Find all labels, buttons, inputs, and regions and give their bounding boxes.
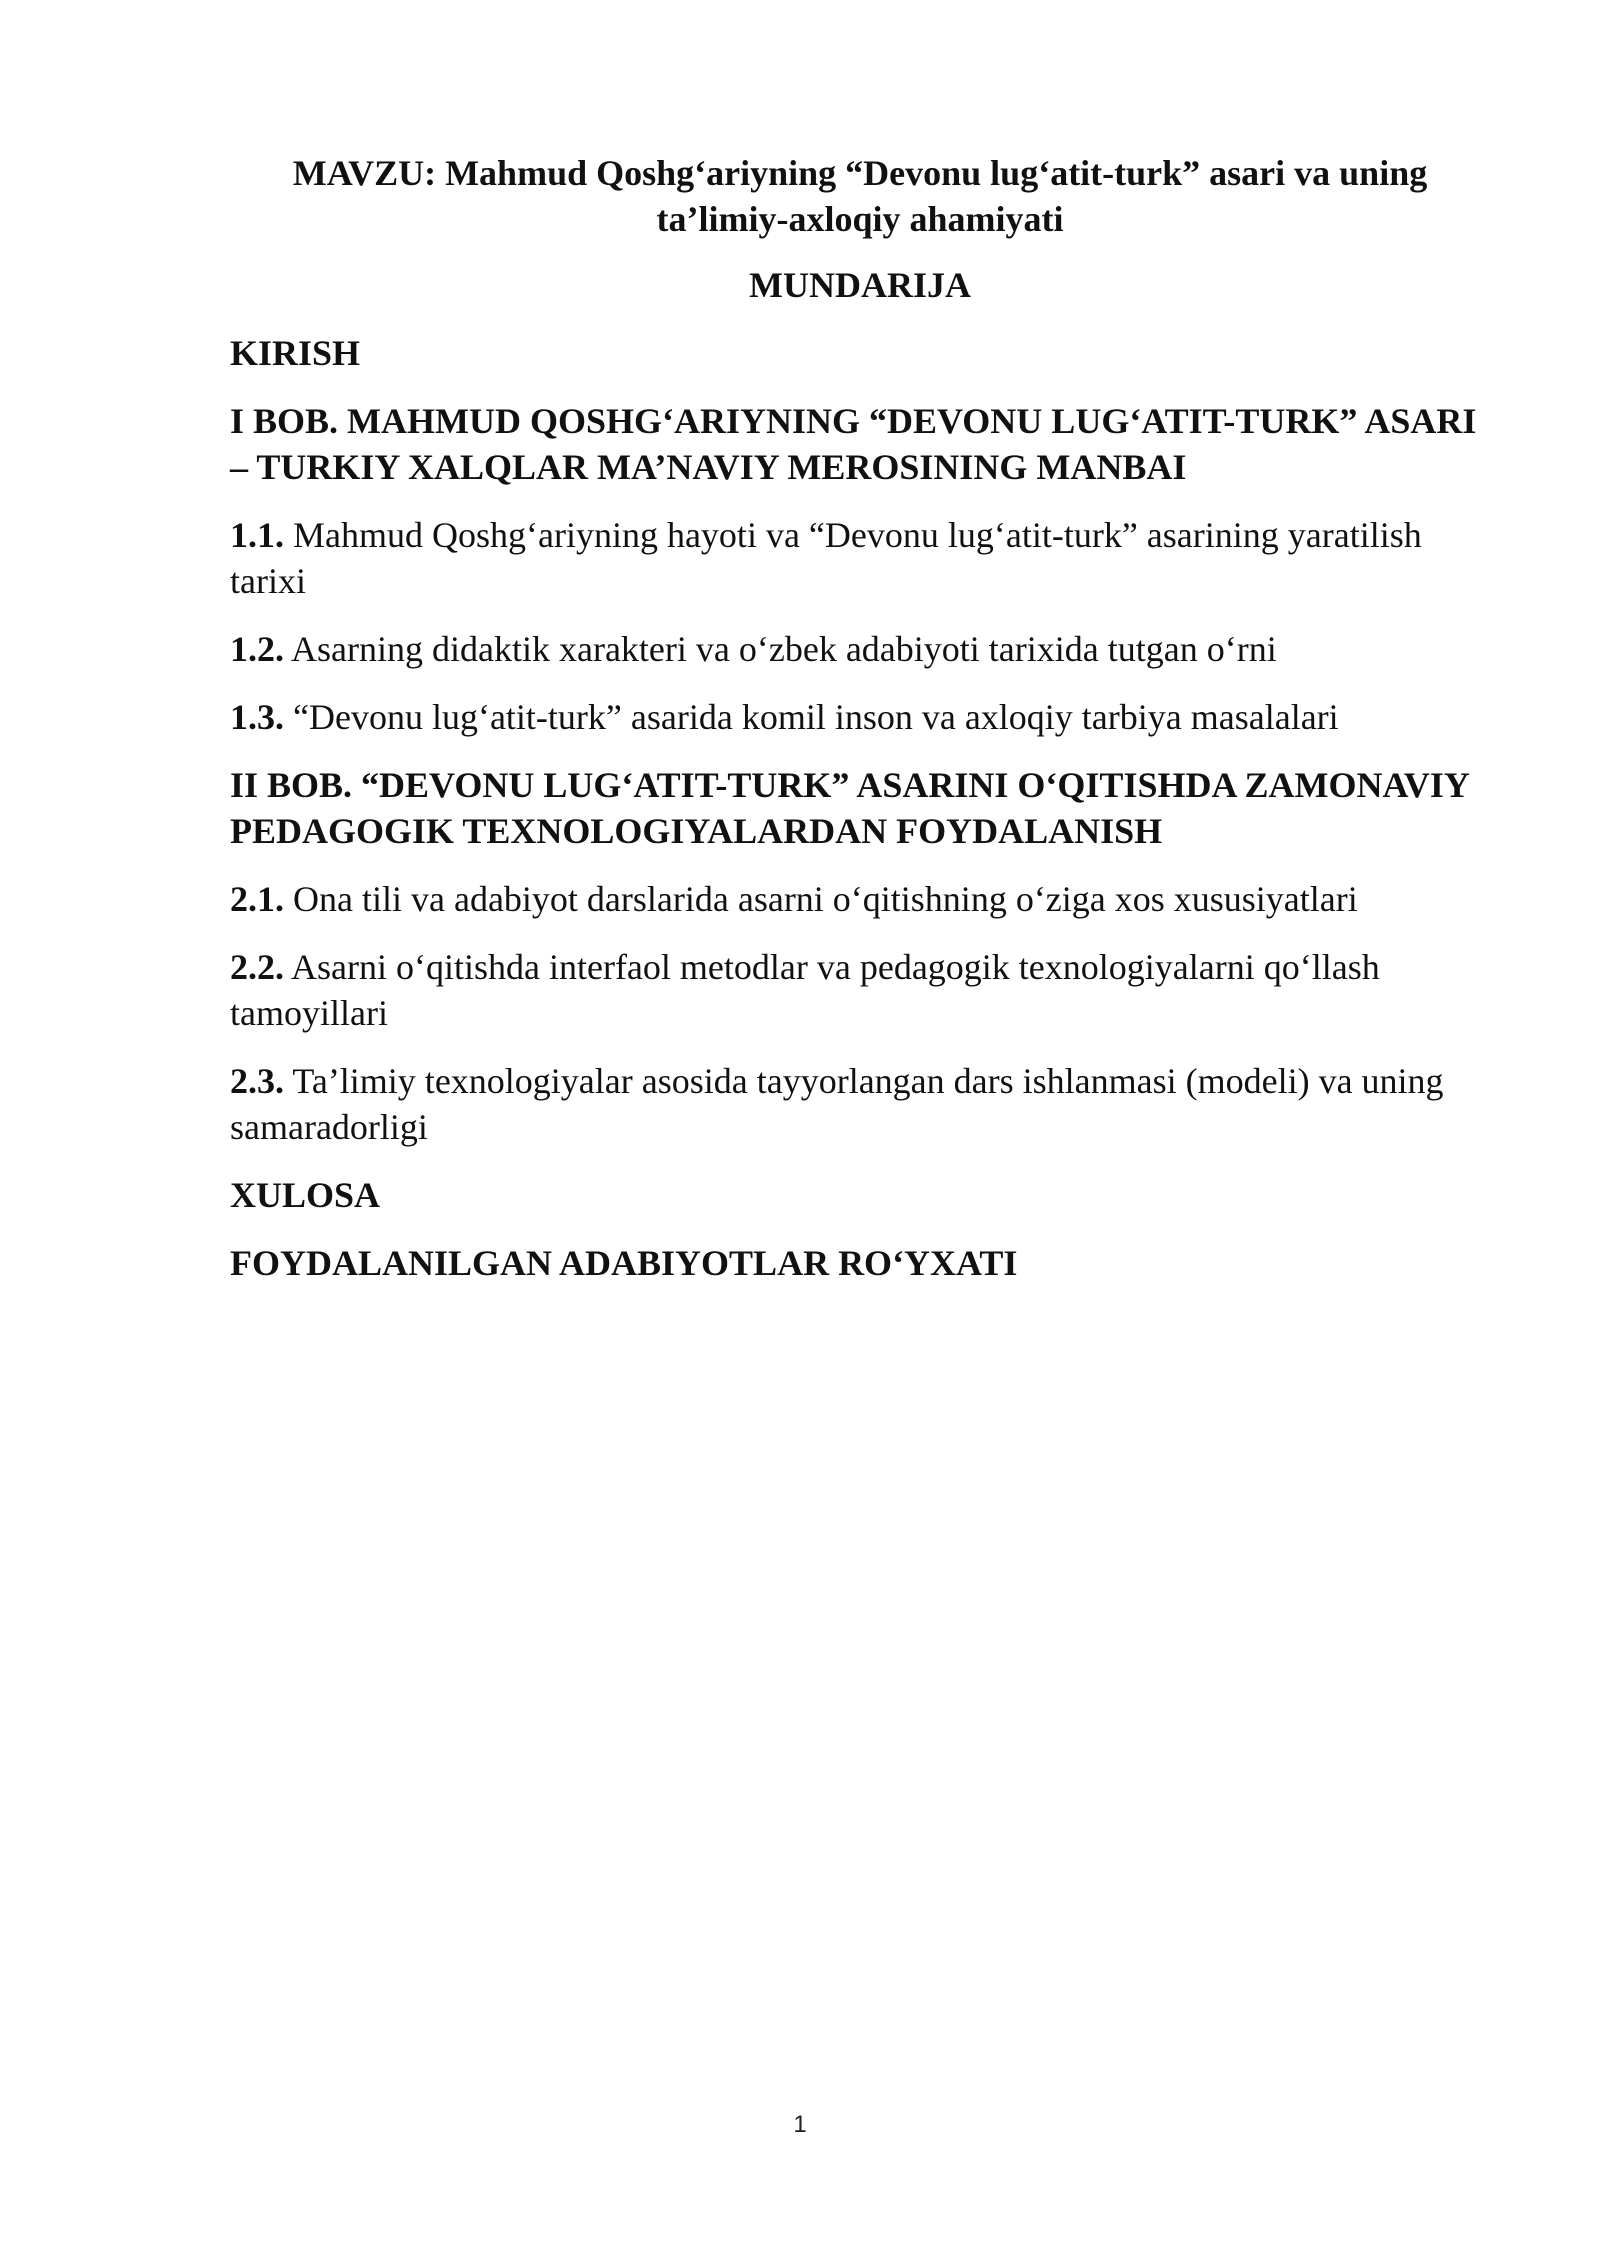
toc-entry-number: 2.1. xyxy=(230,879,284,919)
document-title-line-1: MAVZU: Mahmud Qoshg‘ariyning “Devonu lug‘atit-turk” asari va uning xyxy=(292,153,1428,193)
toc-entry-2-1 xyxy=(230,876,1490,922)
toc-entry-1-3 xyxy=(230,694,1490,740)
document-title xyxy=(230,150,1490,242)
toc-entry-text: Asarni o‘qitishda interfaol metodlar va pedagogik texnologiyalarni qo‘llash tamoyillari xyxy=(230,947,1380,1033)
toc-entry-text: Mahmud Qoshg‘ariyning hayoti va “Devonu lug‘atit-turk” asarining yaratilish tarixi xyxy=(230,515,1422,601)
toc-entry-text: XULOSA xyxy=(230,1175,381,1215)
toc-entry-text: Ona tili va adabiyot darslarida asarni o‘qitishning o‘ziga xos xususiyatlari xyxy=(293,879,1358,919)
toc-heading: MUNDARIJA xyxy=(749,265,971,305)
toc-entry-text: Ta’limiy texnologiyalar asosida tayyorlangan dars ishlanmasi (modeli) va uning samaradorligi xyxy=(230,1061,1444,1147)
toc-entry-number: 1.3. xyxy=(230,697,284,737)
toc-entry-text: FOYDALANILGAN ADABIYOTLAR RO‘YXATI xyxy=(230,1243,1018,1283)
toc-entry-number: 1.1. xyxy=(230,515,284,555)
document-title-line-2: ta’limiy-axloqiy ahamiyati xyxy=(656,199,1064,239)
toc-entry-1-2 xyxy=(230,626,1490,672)
toc-entry-chapter-1 xyxy=(230,398,1490,490)
toc-entry-text: “Devonu lug‘atit-turk” asarida komil inson va axloqiy tarbiya masalalari xyxy=(293,697,1339,737)
toc-entry-chapter-2 xyxy=(230,762,1490,854)
toc-entry-text: II BOB. “DEVONU LUG‘ATIT-TURK” ASARINI O‘QITISHDA ZAMONAVIY PEDAGOGIK TEXNOLOGIYALARDAN FOYDALANISH xyxy=(230,765,1469,851)
toc-entry-references xyxy=(230,1240,1490,1286)
toc-entry-kirish xyxy=(230,330,1490,376)
toc-entry-number: 1.2. xyxy=(230,629,284,669)
toc-entry-1-1 xyxy=(230,512,1490,604)
toc-entry-xulosa xyxy=(230,1172,1490,1218)
page-number: 1 xyxy=(793,2111,807,2138)
toc-entry-text: I BOB. MAHMUD QOSHG‘ARIYNING “DEVONU LUG‘ATIT-TURK” ASARI – TURKIY XALQLAR MA’NAVIY MEROSINING MANBAI xyxy=(230,401,1477,487)
toc-entry-number: 2.2. xyxy=(230,947,284,987)
toc-entry-number: 2.3. xyxy=(230,1061,284,1101)
document-content xyxy=(230,150,1490,1286)
toc-entry-text: KIRISH xyxy=(230,333,361,373)
toc-entry-2-2 xyxy=(230,944,1490,1036)
toc-entry-2-3 xyxy=(230,1058,1490,1150)
toc-entry-text: Asarning didaktik xarakteri va o‘zbek adabiyoti tarixida tutgan o‘rni xyxy=(291,629,1277,669)
